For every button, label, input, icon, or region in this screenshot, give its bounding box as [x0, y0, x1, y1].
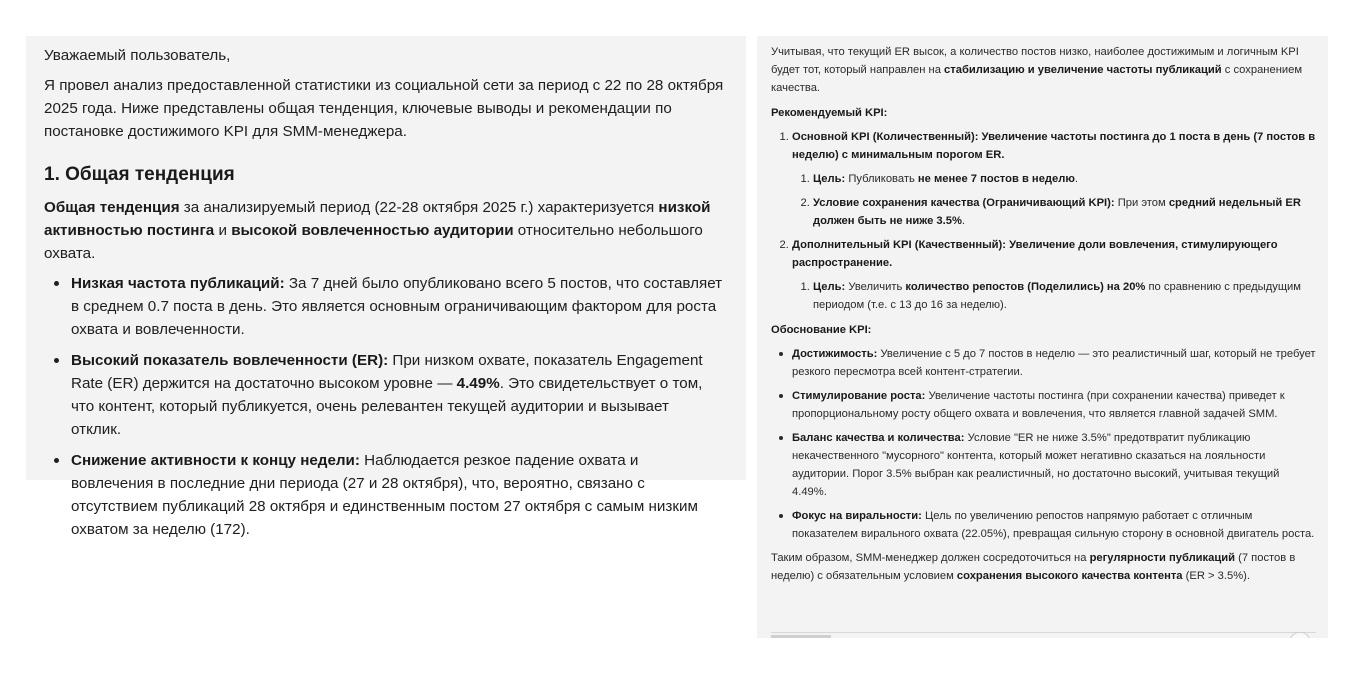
- justification-list: [771, 345, 1316, 543]
- greeting: Уважаемый пользователь,: [44, 47, 231, 64]
- goal-text: Увеличить: [845, 281, 906, 293]
- list-item-title: Снижение активности к концу недели:: [71, 452, 360, 469]
- justification-title: Фокус на виральности:: [792, 510, 922, 522]
- justification-title: Стимулирование роста:: [792, 390, 926, 402]
- kpi-item-secondary: [792, 236, 1316, 314]
- list-item-text: За 7 дней было опубликовано всего 5 постов, что составляет в среднем 0.7 поста в день. Это является основным ограничивающим фактором для роста охвата и вовлеченности.: [71, 275, 723, 338]
- conclusion-text-3: (ER > 3.5%).: [1182, 570, 1250, 582]
- kpi-secondary-sublist: [792, 278, 1316, 314]
- goal-end: по сравнению с предыдущим периодом (т.е. с 13 до 16 за неделю).: [813, 281, 1301, 311]
- kpi-intro-text-2: с сохранением качества.: [771, 64, 1303, 94]
- trend-text-3: относительно небольшого охвата.: [44, 222, 703, 262]
- list-item: [71, 349, 723, 441]
- kpi-secondary-label: Дополнительный KPI (Качественный): Увеличение доли вовлечения, стимулирующего распространение.: [792, 239, 1278, 269]
- condition-end: .: [961, 215, 966, 227]
- list-item-text-2: . Это свидетельствует о том, что контент, который публикуется, очень релевантен текущей аудитории и вызывает отклик.: [71, 375, 703, 438]
- conclusion-bold-1: регулярности публикаций: [1089, 552, 1236, 564]
- list-item: [813, 278, 1316, 314]
- goal-bold: не менее 7 постов в неделю: [917, 173, 1075, 185]
- goal-label: Цель:: [813, 281, 846, 293]
- kpi-primary-sublist: [792, 170, 1316, 230]
- conclusion-text-2: (7 постов в неделю) с обязательным условием: [771, 552, 1296, 582]
- justification-text: Цель по увеличению репостов напрямую работает с отличным показателем вирального охвата (22.05%), превращая сильную сторону в основной двигатель роста.: [792, 510, 1315, 540]
- trend-paragraph: [44, 196, 739, 265]
- left-message-panel: [26, 36, 746, 538]
- conclusion-bold-2: сохранения высокого качества контента: [956, 570, 1183, 582]
- list-item: [792, 429, 1316, 501]
- list-item: [792, 507, 1316, 543]
- justification-heading-text: Обоснование KPI:: [771, 324, 872, 336]
- justification-title: Баланс качества и количества:: [792, 432, 965, 444]
- justification-text: Увеличение с 5 до 7 постов в неделю — это реалистичный шаг, который не требует резкого пересмотра всей контент-стратегии.: [792, 348, 1316, 378]
- list-item-text: При низком охвате, показатель Engagement Rate (ER) держится на достаточно высоком уровне —: [71, 352, 703, 392]
- recommended-kpi-heading: [771, 104, 1316, 122]
- trend-text-1: за анализируемый период (22-28 октября 2025 г.) характеризуется: [179, 199, 659, 216]
- intro-paragraph: Я провел анализ предоставленной статистики из социальной сети за период с 22 по 28 октября 2025 года. Ниже представлены общая тенденция, ключевые выводы и рекомендации по постановке достижимого KPI для SMM-менеджера.: [44, 77, 724, 140]
- section-heading: 1. Общая тенденция: [44, 164, 235, 185]
- trend-bold-3: высокой вовлеченностью аудитории: [231, 222, 514, 239]
- kpi-intro-text-1: Учитывая, что текущий ER высок, а количество постов низко, наиболее достижимым и логичным KPI будет тот, который направлен на: [771, 46, 1299, 76]
- kpi-list: [771, 128, 1316, 314]
- kpi-item-primary: [792, 128, 1316, 230]
- findings-list: [44, 272, 746, 541]
- condition-label: Условие сохранения качества (Ограничивающий KPI):: [813, 197, 1115, 209]
- recommended-kpi-heading-text: Рекомендуемый KPI:: [771, 107, 888, 119]
- justification-heading: [771, 321, 1316, 339]
- goal-end: .: [1074, 173, 1079, 185]
- justification-title: Достижимость:: [792, 348, 878, 360]
- conclusion-paragraph: [771, 549, 1316, 585]
- kpi-intro-paragraph: [771, 43, 1316, 97]
- goal-bold: количество репостов (Поделились) на 20%: [905, 281, 1146, 293]
- condition-text: При этом: [1114, 197, 1169, 209]
- goal-label: Цель:: [813, 173, 846, 185]
- list-item: [71, 449, 723, 541]
- kpi-intro-bold: стабилизацию и увеличение частоты публикаций: [944, 64, 1222, 76]
- list-item-highlight: 4.49%: [456, 375, 500, 392]
- list-item: [813, 194, 1316, 230]
- list-item: [792, 345, 1316, 381]
- list-item-title: Низкая частота публикаций:: [71, 275, 285, 292]
- conclusion-text-1: Таким образом, SMM-менеджер должен сосредоточиться на: [771, 552, 1090, 564]
- list-item: [71, 272, 723, 341]
- trend-bold-1: Общая тенденция: [44, 199, 180, 216]
- list-item-text: Наблюдается резкое падение охвата и вовлечения в последние дни периода (27 и 28 октября), что, вероятно, связано с отсутствием публикаций 28 октября и единственным постом 27 октября с самым низким охватом за неделю (172).: [71, 452, 698, 538]
- condition-bold: средний недельный ER должен быть не ниже 3.5%: [813, 197, 1301, 227]
- trend-text-2: и: [214, 222, 232, 239]
- list-item: [792, 387, 1316, 423]
- kpi-primary-label: Основной KPI (Количественный): Увеличение частоты постинга до 1 поста в день (7 постов в неделю) с минимальным порогом ER.: [792, 131, 1316, 161]
- right-message-panel: [757, 36, 1328, 638]
- list-item: [813, 170, 1316, 188]
- divider: [771, 632, 1316, 633]
- list-item-title: Высокий показатель вовлеченности (ER):: [71, 352, 389, 369]
- justification-text: Условие "ER не ниже 3.5%" предотвратит публикацию некачественного "мусорного" контента, который может негативно сказаться на лояльности аудитории. Порог 3.5% выбран как реалистичный, но достаточно высокий, учитывая текущий 4.49%.: [792, 432, 1280, 498]
- justification-text: Увеличение частоты постинга (при сохранении качества) приведет к пропорциональному росту общего охвата и вовлечения, что является главной задачей SMM.: [792, 390, 1285, 420]
- goal-text: Публиковать: [845, 173, 918, 185]
- clipped-next-line: [771, 635, 831, 638]
- trend-bold-2: низкой активностью постинга: [44, 199, 711, 239]
